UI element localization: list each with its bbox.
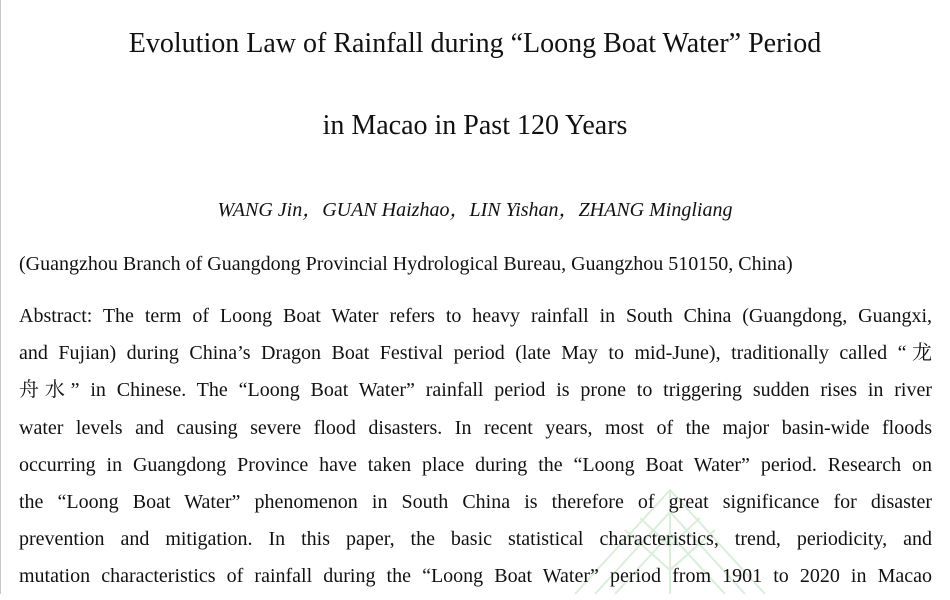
abstract-line: and Fujian) during China’s Dragon Boat Festival period (late May to mid-June), traditionally called “龙 (19, 342, 932, 365)
abstract-line: Abstract: The term of Loong Boat Water refers to heavy rainfall in South China (Guangdong, Guangxi, (19, 305, 932, 327)
abstract (19, 302, 932, 600)
abstract-line: prevention and mitigation. In this paper, the basic statistical characteristics, trend, periodicity, and (19, 528, 932, 551)
abstract-line: mutation characteristics of rainfall during the “Loong Boat Water” period from 1901 to 2020 in Macao (19, 565, 932, 588)
affiliation: (Guangzhou Branch of Guangdong Provincial Hydrological Bureau, Guangzhou 510150, China) (19, 253, 793, 275)
paper-title-line-2: in Macao in Past 120 Years (322, 110, 628, 141)
author-list: WANG Jin，GUAN Haizhao，LIN Yishan，ZHANG Mingliang (217, 199, 733, 221)
abstract-line: the “Loong Boat Water” phenomenon in South China is therefore of great significance for disaster (19, 490, 932, 513)
paper-title-line-1: Evolution Law of Rainfall during “Loong Boat Water” Period (128, 28, 822, 59)
abstract-line: 舟水” in Chinese. The “Loong Boat Water” rainfall period is prone to triggering sudden rises in river (19, 379, 932, 402)
page-left-border (0, 0, 1, 594)
abstract-line: water levels and causing severe flood disasters. In recent years, most of the major basin-wide floods (19, 416, 932, 439)
abstract-line: occurring in Guangdong Province have taken place during the “Loong Boat Water” period. Research on (19, 453, 932, 476)
